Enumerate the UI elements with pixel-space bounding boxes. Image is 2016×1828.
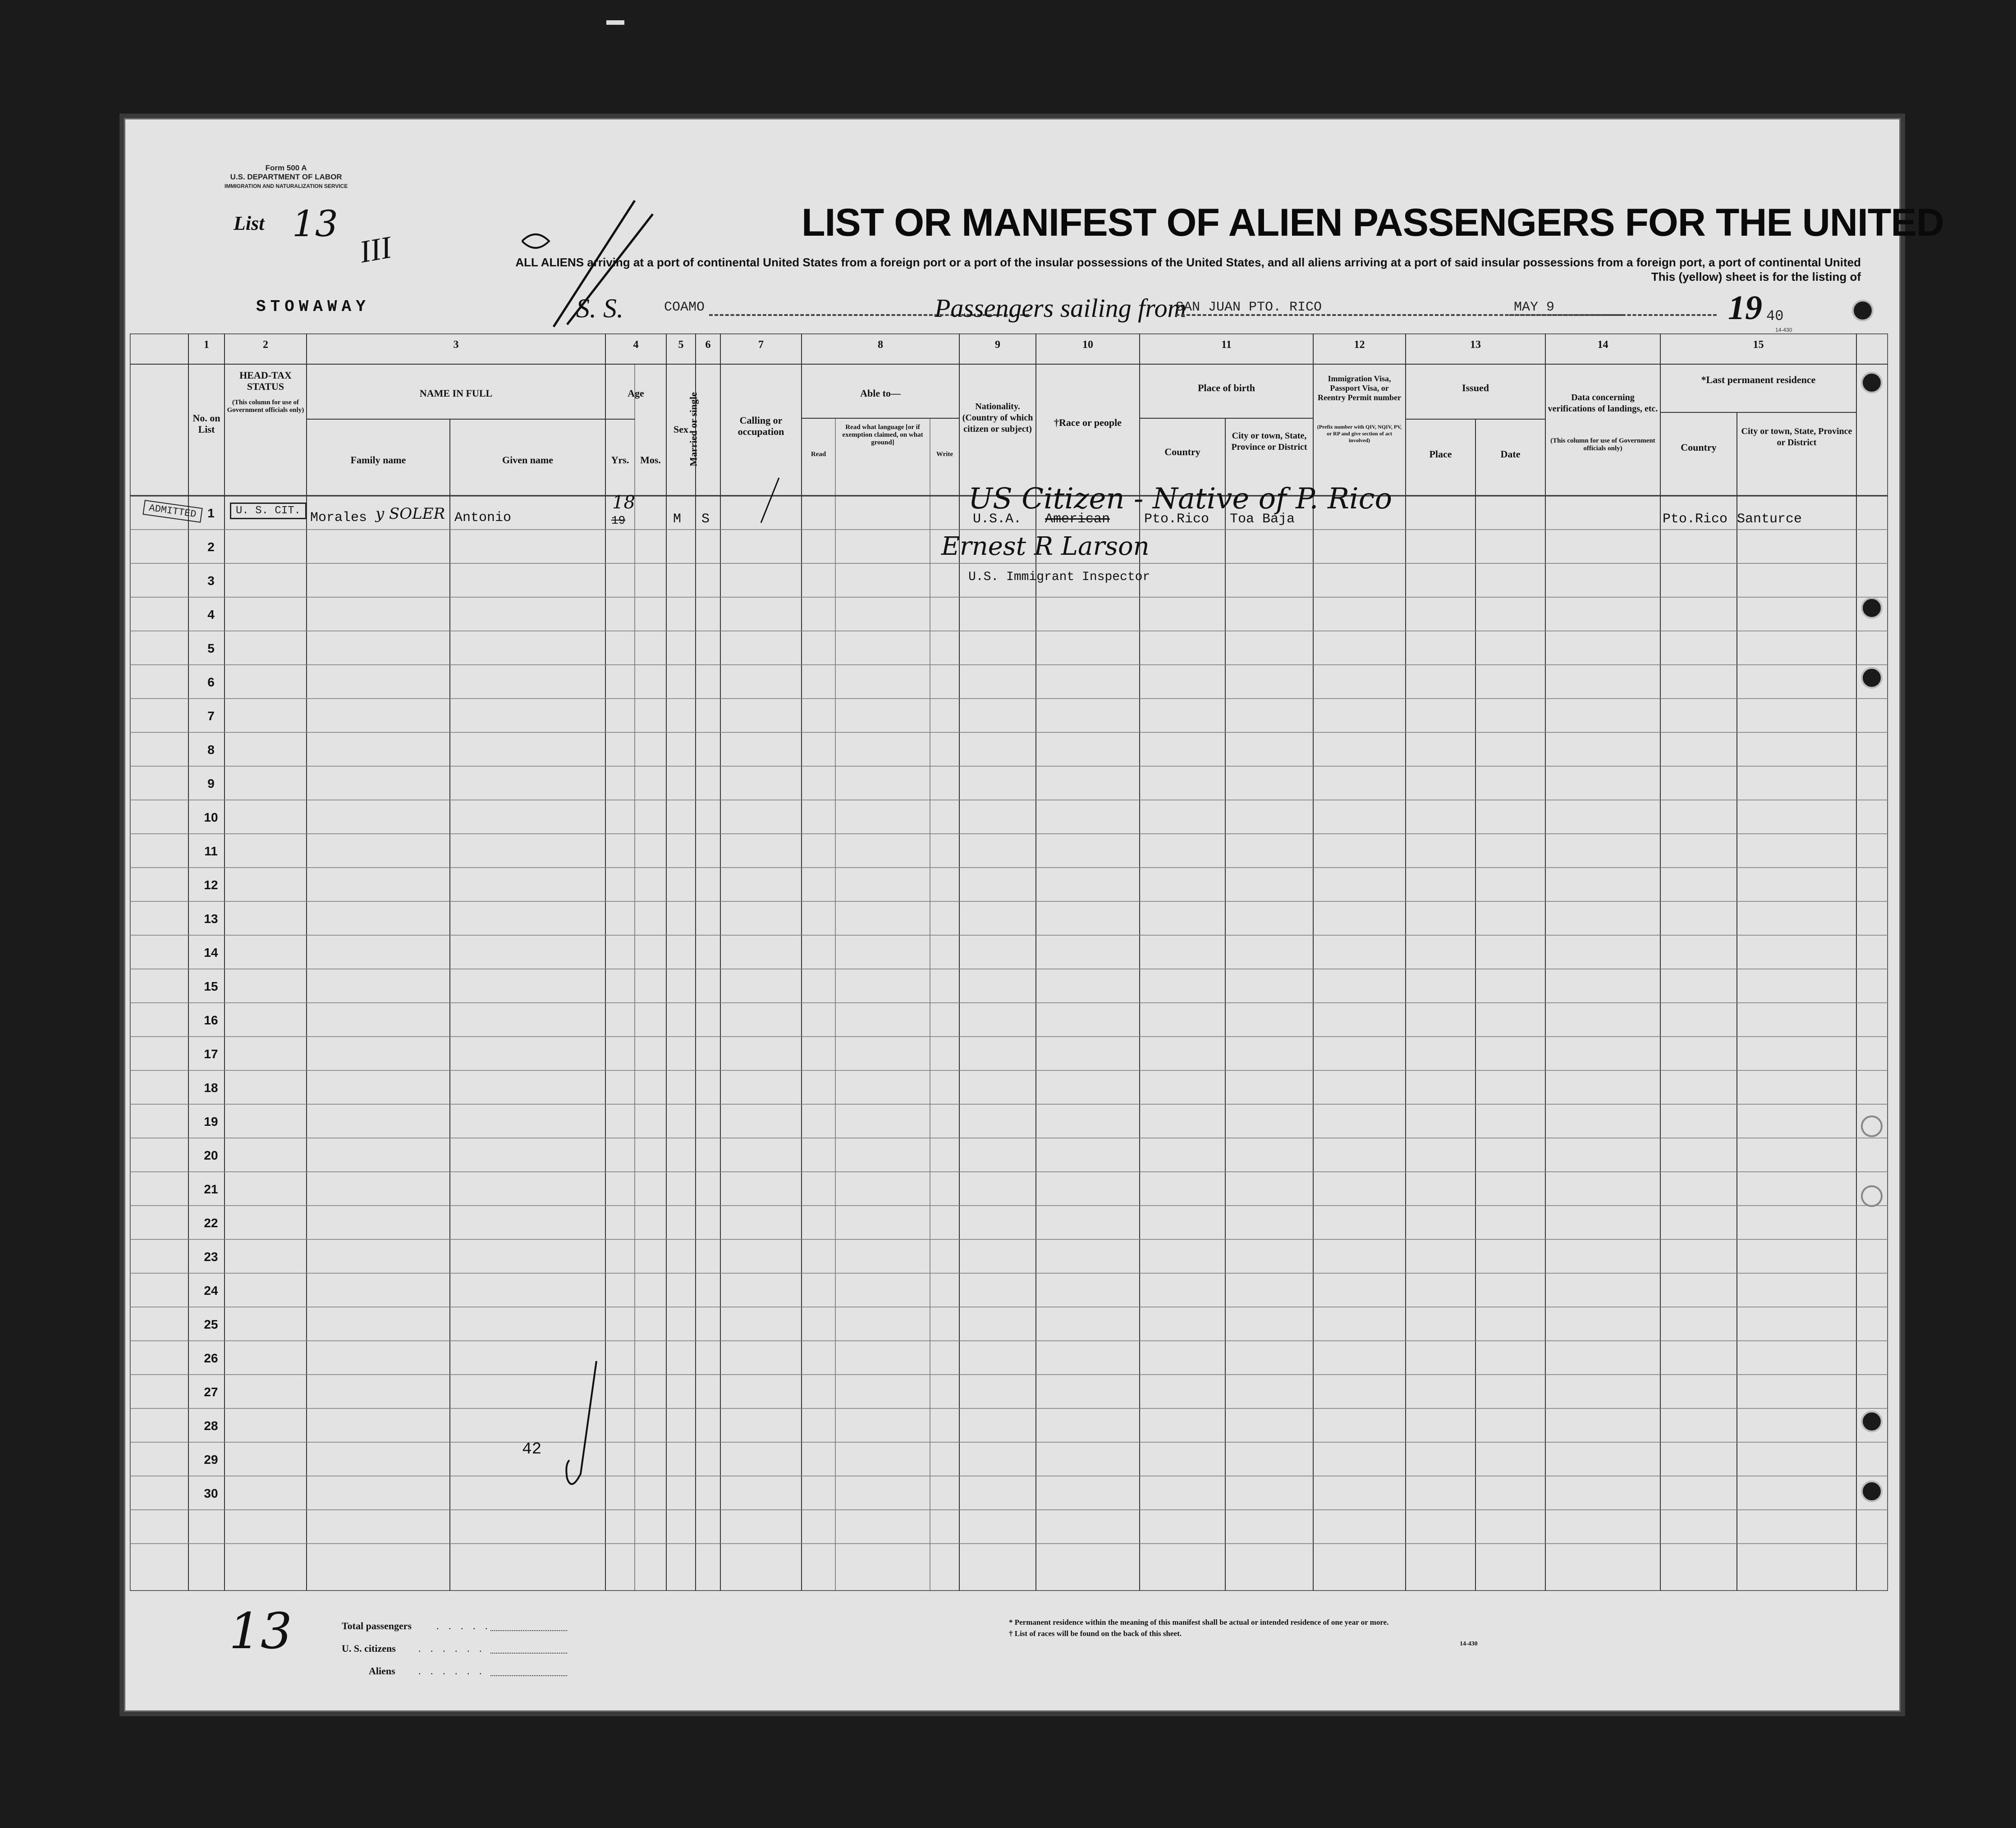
hdr-age: Age xyxy=(628,388,644,399)
row-number: 14 xyxy=(204,946,218,960)
admitted-stamp: ADMITTED xyxy=(142,500,202,523)
total-passengers-leader: . . . . . xyxy=(436,1620,491,1631)
stock-number-top: 14-430 xyxy=(1775,327,1792,333)
col-num-9: 9 xyxy=(995,339,1000,351)
hdr-married: Married or single xyxy=(687,392,699,466)
age-original: 19 xyxy=(611,514,626,527)
row-number: 20 xyxy=(204,1148,218,1162)
row-number: 17 xyxy=(204,1047,218,1061)
inspector-signature: Ernest R Larson xyxy=(941,532,1150,561)
hdr-res-country: Country xyxy=(1681,442,1717,453)
col-num-6: 6 xyxy=(705,339,711,351)
col-num-13: 13 xyxy=(1470,339,1481,351)
col-num-15: 15 xyxy=(1753,339,1764,351)
col-num-3: 3 xyxy=(453,339,459,351)
manifest-subtitle-1: ALL ALIENS arriving at a port of continental United States from a foreign port or a port of the insular possessions of the United States, and all aliens arriving at a port of said insular possessions from a foreign port, a port of continental United xyxy=(515,256,1861,269)
sailing-label: Passengers sailing from xyxy=(935,293,1187,323)
punch-hole xyxy=(1861,372,1883,393)
manifest-table xyxy=(130,334,1888,1591)
hdr-head-tax: HEAD-TAX STATUS xyxy=(239,370,292,392)
col-num-2: 2 xyxy=(263,339,268,351)
hdr-write: Write xyxy=(936,451,953,458)
margin-number: 13 xyxy=(229,1602,292,1660)
row-number: 25 xyxy=(204,1317,218,1331)
col-num-12: 12 xyxy=(1354,339,1365,351)
hdr-family-name: Family name xyxy=(350,454,406,466)
hdr-issued-place: Place xyxy=(1429,448,1452,460)
inspector-title: U.S. Immigrant Inspector xyxy=(968,570,1150,584)
hdr-visa-note: (Prefix number with QIV, NQIV, PV, or RP and give section of act involved) xyxy=(1317,424,1402,443)
hdr-mos: Mos. xyxy=(640,454,661,466)
row-number: 23 xyxy=(204,1250,218,1264)
total-passengers-label: Total passengers xyxy=(342,1620,412,1631)
row-number: 16 xyxy=(204,1013,218,1027)
us-citizens-label: U. S. citizens xyxy=(342,1643,396,1654)
col-num-1: 1 xyxy=(204,339,209,351)
us-citizens-leader: . . . . . . xyxy=(418,1643,486,1654)
total-passengers-line xyxy=(490,1630,567,1631)
aliens-line xyxy=(490,1675,567,1676)
hdr-race: †Race or people xyxy=(1054,417,1122,428)
hdr-name-in-full: NAME IN FULL xyxy=(419,388,493,399)
col-num-8: 8 xyxy=(878,339,883,351)
col-num-7: 7 xyxy=(758,339,764,351)
hdr-verification-note: (This column for use of Government officials only) xyxy=(1550,437,1655,452)
row-number: 9 xyxy=(207,777,215,791)
hdr-verification: Data concerning verifications of landings, etc. xyxy=(1548,393,1658,414)
hdr-res-city: City or town, State, Province or District xyxy=(1741,426,1852,448)
hdr-no-on-list: No. on List xyxy=(192,412,220,435)
hdr-nationality: Nationality. (Country of which citizen or subject) xyxy=(962,402,1033,434)
row-number: 29 xyxy=(204,1453,218,1467)
us-citizens-line xyxy=(490,1653,567,1654)
age-corrected: 18 xyxy=(612,492,635,513)
row-number: 15 xyxy=(204,979,218,993)
row-number: 6 xyxy=(207,675,215,689)
footer-stock-number: 14-430 xyxy=(1460,1641,1478,1647)
tally-number: 42 xyxy=(522,1440,542,1458)
row-number: 2 xyxy=(207,540,215,554)
col-num-11: 11 xyxy=(1221,339,1232,351)
row-lines xyxy=(130,530,1888,1544)
hdr-given-name: Given name xyxy=(502,454,554,466)
service-name: IMMIGRATION AND NATURALIZATION SERVICE xyxy=(225,183,348,189)
list-label: List xyxy=(234,212,265,234)
list-number: 13 xyxy=(292,203,338,245)
col-num-5: 5 xyxy=(678,339,684,351)
row-number: 11 xyxy=(204,844,218,858)
sex-check-mark xyxy=(752,473,788,527)
hdr-last-residence: *Last permanent residence xyxy=(1701,374,1816,385)
row-number: 8 xyxy=(207,743,215,757)
col-num-14: 14 xyxy=(1597,339,1608,351)
punch-hole xyxy=(1861,597,1883,619)
hdr-read-language: Read what language [or if exemption claimed, on what ground] xyxy=(842,424,923,446)
row-number: 13 xyxy=(204,912,218,926)
res-country-value: Pto.Rico xyxy=(1663,512,1728,527)
form-header xyxy=(225,164,348,191)
row-number: 27 xyxy=(204,1385,218,1399)
row-number: 12 xyxy=(204,878,218,892)
marital-value: S xyxy=(701,512,710,527)
family-name-addition: y SOLER xyxy=(376,505,445,523)
hdr-able-to: Able to— xyxy=(860,388,901,399)
given-name-value: Antonio xyxy=(454,510,512,526)
roman-annotation: III xyxy=(357,230,394,270)
row-number: 28 xyxy=(204,1419,218,1433)
ship-name: COAMO xyxy=(664,300,705,315)
nationality-value: U.S.A. xyxy=(973,512,1022,527)
manifest-title: LIST OR MANIFEST OF ALIEN PASSENGERS FOR THE UNITED xyxy=(802,201,1944,244)
row-number: 19 xyxy=(204,1115,218,1129)
punch-hole xyxy=(1861,1411,1883,1432)
departure-port: SAN JUAN PTO. RICO xyxy=(1176,300,1322,315)
col-num-4: 4 xyxy=(633,339,639,351)
sailing-date: MAY 9 xyxy=(1514,300,1555,315)
hdr-visa: Immigration Visa, Passport Visa, or Reentry Permit number xyxy=(1318,374,1401,402)
hdr-issued: Issued xyxy=(1462,382,1489,393)
hdr-birth-city: City or town, State, Province or District xyxy=(1231,431,1307,452)
row-number: 18 xyxy=(204,1081,218,1095)
hdr-issued-date: Date xyxy=(1500,448,1521,460)
row-number: 1 xyxy=(207,506,215,520)
row-number: 5 xyxy=(207,641,215,655)
row-number: 21 xyxy=(204,1182,218,1196)
race-value: American xyxy=(1045,512,1110,527)
sex-value: M xyxy=(673,512,682,527)
head-tax-stamp: U. S. CIT. xyxy=(230,503,307,519)
year-suffix: 40 xyxy=(1766,308,1784,324)
hdr-read: Read xyxy=(811,451,826,458)
citizen-annotation: US Citizen - Native of P. Rico xyxy=(968,482,1392,516)
col-num-10: 10 xyxy=(1082,339,1093,351)
row-number: 26 xyxy=(204,1351,218,1365)
row-number: 3 xyxy=(207,574,215,588)
punch-hole xyxy=(1861,1115,1883,1137)
row-number: 24 xyxy=(204,1284,218,1298)
ss-label: S. S. xyxy=(576,293,623,323)
row-number: 30 xyxy=(204,1486,218,1500)
punch-hole xyxy=(1861,667,1883,689)
aliens-label: Aliens xyxy=(369,1665,395,1677)
year-prefix: 19 xyxy=(1728,289,1762,327)
footnote-races: † List of races will be found on the back of this sheet. xyxy=(1009,1629,1182,1638)
punch-hole xyxy=(1861,1185,1883,1207)
footnote-residence: * Permanent residence within the meaning of this manifest shall be actual or intended residence of one year or more. xyxy=(1009,1618,1389,1627)
row-number: 4 xyxy=(207,608,215,622)
department-name: U.S. DEPARTMENT OF LABOR xyxy=(230,173,342,181)
category-label: STOWAWAY xyxy=(256,297,370,316)
aliens-leader: . . . . . . xyxy=(418,1665,486,1677)
hdr-birth-country: Country xyxy=(1164,446,1200,457)
manifest-subtitle-2: This (yellow) sheet is for the listing of xyxy=(1651,270,1861,283)
row-number: 22 xyxy=(204,1216,218,1230)
punch-hole xyxy=(1852,300,1874,321)
birth-country-value: Pto.Rico xyxy=(1144,512,1210,527)
hdr-calling: Calling or occupation xyxy=(738,415,784,437)
form-number: Form 500 A xyxy=(265,164,307,172)
hdr-sex: Sex xyxy=(674,424,688,435)
manifest-page xyxy=(124,118,1944,1712)
background-speck xyxy=(606,20,624,25)
row-number: 7 xyxy=(207,709,215,723)
tally-check-mark xyxy=(554,1357,608,1492)
hdr-place-of-birth: Place of birth xyxy=(1197,382,1255,393)
hdr-yrs: Yrs. xyxy=(611,454,629,466)
row-number: 10 xyxy=(204,810,218,824)
punch-hole xyxy=(1861,1481,1883,1502)
birth-city-value: Toa Baja xyxy=(1230,512,1295,527)
hdr-head-tax-note: (This column for use of Government officials only) xyxy=(227,399,304,414)
res-city-value: Santurce xyxy=(1737,512,1802,527)
family-name-value: Morales xyxy=(310,510,367,526)
